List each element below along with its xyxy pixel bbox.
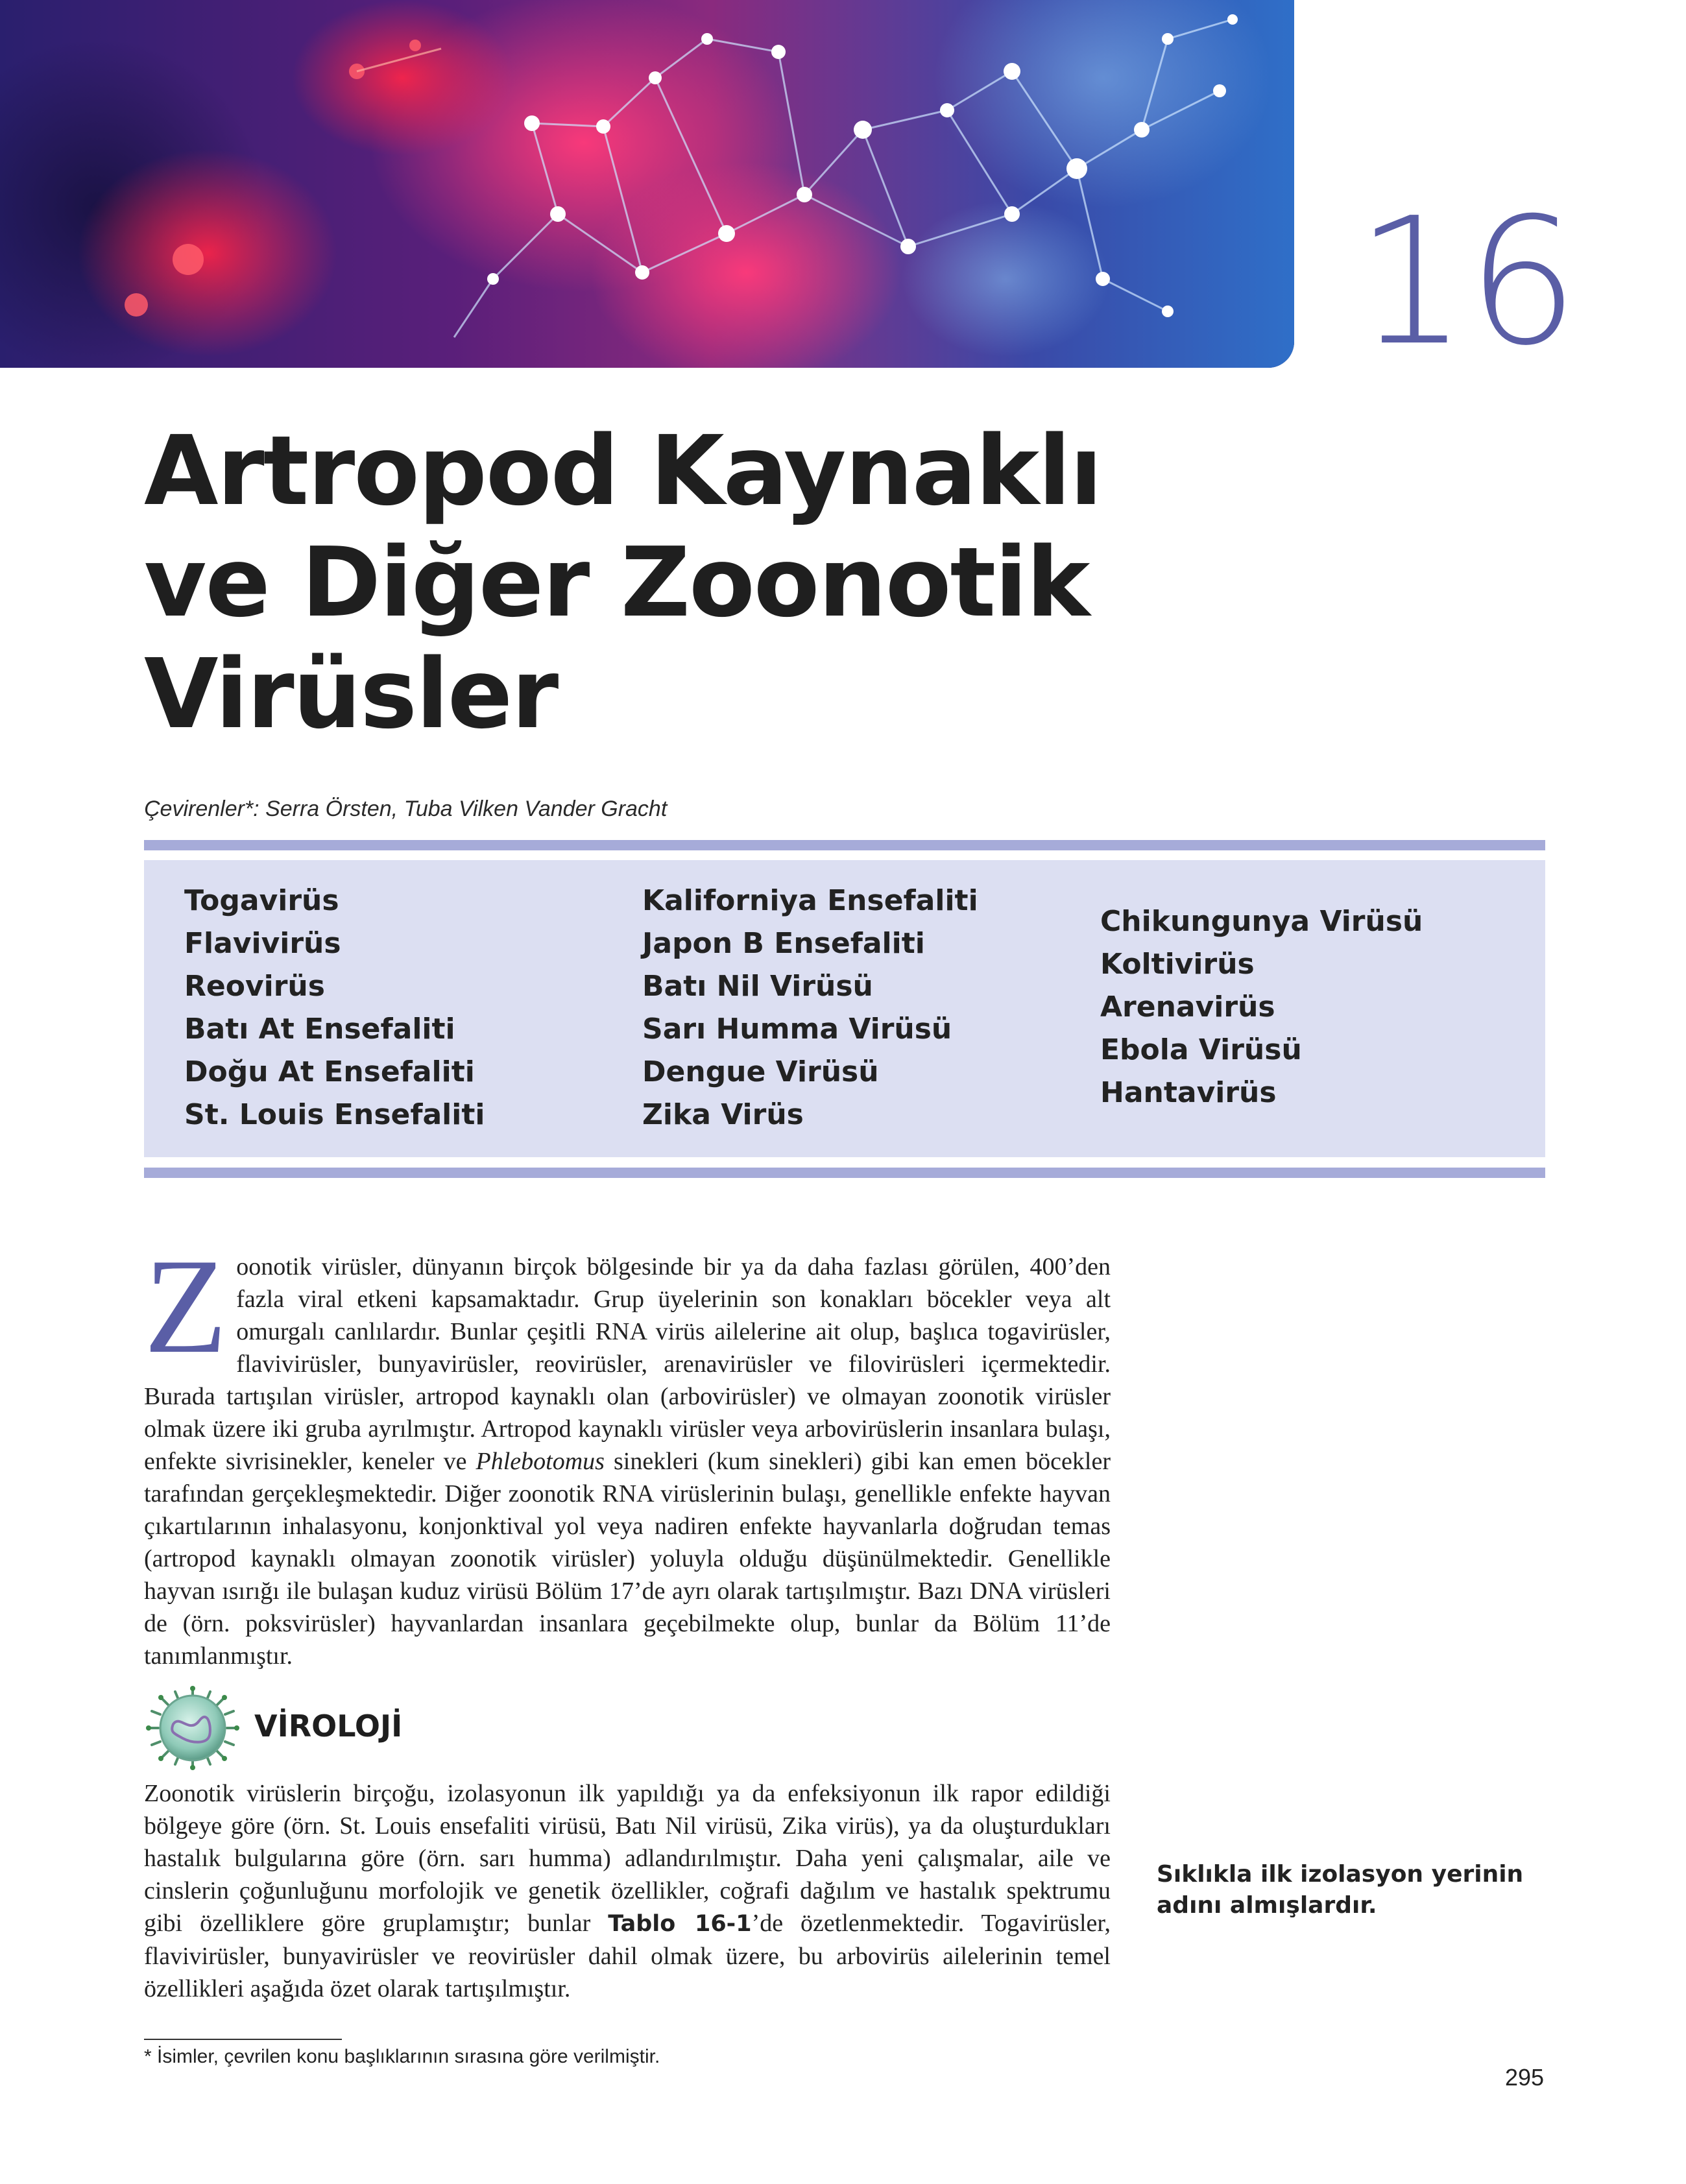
chapter-title-line-3: Virüsler	[144, 638, 558, 750]
topics-bottom-rule	[144, 1168, 1545, 1178]
chapter-title	[144, 415, 1182, 750]
chapter-title-line-1: Artropod Kaynaklı	[144, 415, 1102, 527]
translators-credit: Çevirenler*: Serra Örsten, Tuba Vilken Vander Gracht	[144, 797, 668, 821]
virology-section-header	[144, 1685, 403, 1771]
chapter-title-line-2: ve Diğer Zoonotik	[144, 527, 1089, 638]
table-reference: Tablo 16-1	[608, 1911, 752, 1937]
topic-item: Doğu At Ensefaliti	[184, 1055, 475, 1088]
footnote: * İsimler, çevrilen konu başlıklarının sırasına göre verilmiştir.	[144, 2046, 660, 2067]
topic-item: Arenavirüs	[1100, 990, 1275, 1024]
topic-item: Ebola Virüsü	[1100, 1033, 1302, 1066]
virology-text-2: ’de özetlenmektedir. Togavirüsler, flavivirüsler, bunyavirüsler ve reovirüsler dahil olmak üzere, bu arbovirüs ailelerinin temel özellikleri aşağıda özet olarak tartışılmıştır.	[144, 1910, 1111, 2002]
topics-top-rule	[144, 840, 1545, 850]
topic-item: Batı Nil Virüsü	[642, 970, 873, 1003]
topic-item: Batı At Ensefaliti	[184, 1013, 455, 1046]
topic-item: Chikungunya Virüsü	[1100, 905, 1423, 938]
chapter-topics-box	[144, 860, 1545, 1157]
intro-paragraph	[144, 1231, 1111, 1672]
topic-item: St. Louis Ensefaliti	[184, 1098, 485, 1131]
margin-note: Sıklıkla ilk izolasyon yerinin adını almışlardır.	[1157, 1861, 1524, 1919]
intro-italic-term: Phlebotomus	[476, 1448, 605, 1475]
topic-item: Kaliforniya Ensefaliti	[642, 884, 978, 917]
drop-cap: Z	[144, 1231, 228, 1382]
footnote-rule	[144, 2039, 342, 2040]
page-number: 295	[1505, 2064, 1545, 2091]
topic-item: Sarı Humma Virüsü	[642, 1013, 952, 1046]
topics-column-3	[1100, 900, 1423, 1114]
topic-item: Flavivirüs	[184, 927, 341, 960]
intro-text-2: sinekleri (kum sinekleri) gibi kan emen böcekler tarafından gerçekleşmektedir. Diğer zoonotik RNA virüslerinin bulaşı, genellikle enfekte hayvan çıkartılarının inhalasyonu, konjonktival yol veya nadiren enfekte hayvanlarla doğrudan temas (artropod kaynaklı olmayan zoonotik virüsler) yoluyla olduğu düşünülmektedir. Genellikle hayvan ısırığı ile bulaşan kuduz virüsü Bölüm 17’de ayrı olarak tartışılmıştır. Bazı DNA virüsleri de (örn. poksvirüsler) hayvanlardan insanlara geçebilmekte olup, bunlar da Bölüm 11’de tanımlanmıştır.	[144, 1448, 1111, 1670]
topic-item: Dengue Virüsü	[642, 1055, 879, 1088]
topics-column-1	[184, 880, 485, 1136]
virology-heading: VİROLOJİ	[254, 1709, 403, 1744]
topic-item: Japon B Ensefaliti	[642, 927, 925, 960]
topic-item: Hantavirüs	[1100, 1076, 1277, 1109]
topic-item: Koltivirüs	[1100, 948, 1255, 981]
virology-paragraph	[144, 1777, 1111, 2005]
virus-icon	[144, 1685, 241, 1771]
topic-item: Togavirüs	[184, 884, 339, 917]
topics-column-2	[642, 880, 978, 1136]
chapter-number: 16	[1356, 180, 1579, 384]
topic-item: Reovirüs	[184, 970, 325, 1003]
virology-text-1: Zoonotik virüslerin birçoğu, izolasyonun ilk yapıldığı ya da enfeksiyonun ilk rapor edildiği bölgeye göre (örn. St. Louis ensefaliti virüsü, Batı Nil virüsü, Zika virüs), ya da oluşturdukları hastalık bulgularına göre (örn. sarı humma) adlandırılmıştır. Daha yeni çalışmalar, aile ve cinslerin çoğunluğunu morfolojik ve genetik özellikler, coğrafi dağılım ve hastalık spektrumu gibi özelliklere göre gruplamıştır; bunlar	[144, 1780, 1111, 1937]
topic-item: Zika Virüs	[642, 1098, 804, 1131]
intro-text-1: oonotik virüsler, dünyanın birçok bölgesinde bir ya da daha fazlası görülen, 400’den fazla viral etkeni kapsamaktadır. Grup üyelerinin son konakları böcekler veya alt omurgalı canlılardır. Bunlar çeşitli RNA virüs ailelerine ait olup, başlıca togavirüsler, flavivirüsler, bunyavirüsler, reovirüsler, arenavirüsler ve filovirüsleri içermektedir. Burada tartışılan virüsler, artropod kaynaklı olan (arbovirüsler) ve olmayan zoonotik virüsler olmak üzere iki gruba ayrılmıştır. Artropod kaynaklı virüsler veya arbovirüslerin insanlara bulaşı, enfekte sivrisinekler, keneler ve	[144, 1253, 1111, 1475]
chapter-banner-image	[0, 0, 1294, 368]
